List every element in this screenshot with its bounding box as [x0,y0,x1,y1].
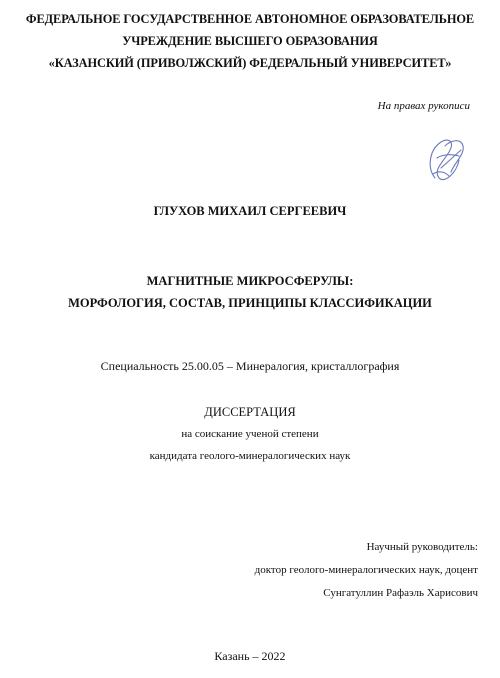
work-type: ДИССЕРТАЦИЯ [204,405,296,419]
rights-note: На правах рукописи [377,100,470,112]
degree-line-1: на соискание ученой степени [181,428,319,440]
author-name: ГЛУХОВ МИХАИЛ СЕРГЕЕВИЧ [153,204,347,218]
supervisor-label: Научный руководитель: [366,541,478,553]
degree-block [0,423,500,467]
supervisor-name: Сунгатуллин Рафаэль Харисович [323,587,478,599]
institution-line-2: УЧРЕЖДЕНИЕ ВЫСШЕГО ОБРАЗОВАНИЯ [122,34,378,48]
institution-line-1: ФЕДЕРАЛЬНОЕ ГОСУДАРСТВЕННОЕ АВТОНОМНОЕ ОБРАЗОВАТЕЛЬНОЕ [25,12,475,26]
supervisor-block [255,536,478,605]
supervisor-credentials: доктор геолого-минералогических наук, доцент [254,564,478,576]
title-line-2: МОРФОЛОГИЯ, СОСТАВ, ПРИНЦИПЫ КЛАССИФИКАЦИИ [68,296,432,310]
signature-image [415,128,475,188]
specialty-line: Специальность 25.00.05 – Минералогия, кристаллография [100,359,400,373]
title-line-1: МАГНИТНЫЕ МИКРОСФЕРУЛЫ: [146,274,354,288]
degree-line-2: кандидата геолого-минералогических наук [149,450,351,462]
institution-header [10,8,490,74]
city-year: Казань – 2022 [214,649,286,663]
institution-line-3: «КАЗАНСКИЙ (ПРИВОЛЖСКИЙ) ФЕДЕРАЛЬНЫЙ УНИВЕРСИТЕТ» [48,56,452,70]
dissertation-title [0,270,500,314]
